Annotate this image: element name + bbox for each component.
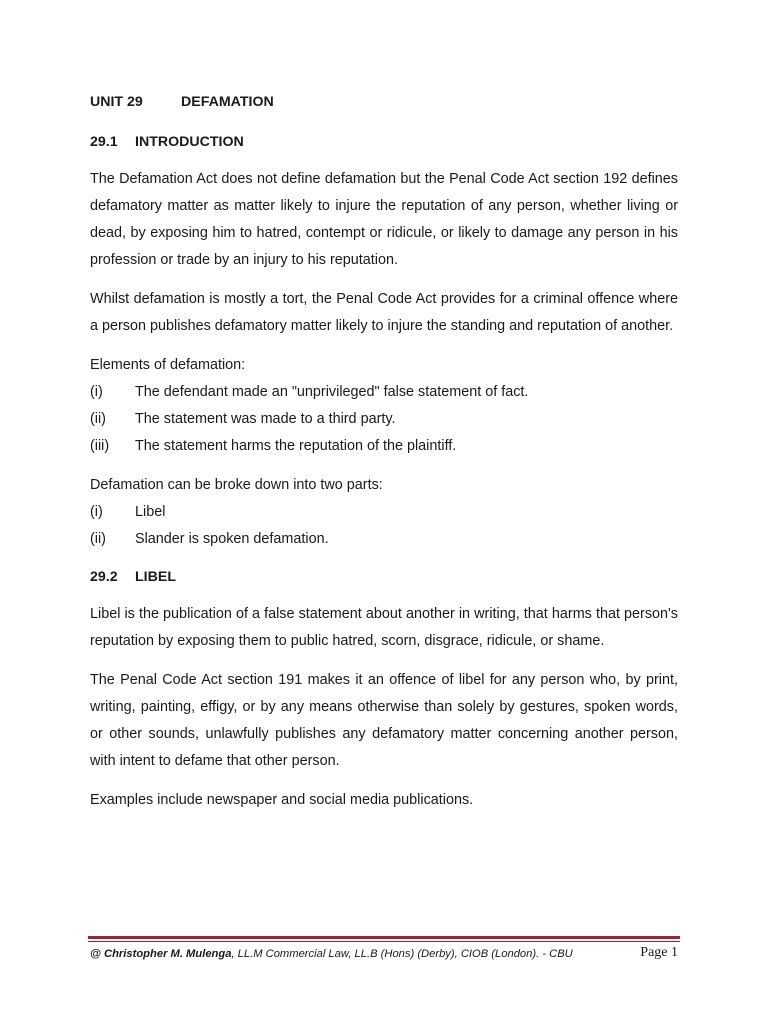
list-marker: (i): [90, 384, 103, 400]
section-title: INTRODUCTION: [135, 134, 244, 150]
list-item: [90, 499, 678, 526]
libel-paragraph-3: Examples include newspaper and social media publications.: [90, 792, 474, 808]
footer-rule: [88, 936, 680, 939]
parts-list: [90, 499, 678, 553]
section-heading-introduction: [90, 131, 678, 153]
libel-paragraph-2: The Penal Code Act section 191 makes it an offence of libel for any person who, by print, writing, painting, effigy, or by any means otherwise than solely by gestures, spoken words, or other sounds, unlawfully publishes any defamatory matter concerning another person, with intent to defame that other person.: [90, 672, 678, 769]
unit-name: DEFAMATION: [181, 94, 274, 110]
list-marker: (iii): [90, 438, 110, 454]
list-marker: (i): [90, 504, 103, 520]
list-item-text: The statement was made to a third party.: [135, 411, 396, 427]
list-item: [90, 433, 678, 460]
list-marker: (ii): [90, 531, 106, 547]
list-item: [90, 379, 678, 406]
footer-rule-thin: [88, 941, 680, 942]
elements-lead: Elements of defamation:: [90, 357, 246, 373]
section-number: 29.2: [90, 569, 118, 585]
libel-paragraph-1: Libel is the publication of a false statement about another in writing, that harms that person's reputation by exposing them to public hatred, scorn, disgrace, ridicule, or shame.: [90, 606, 678, 649]
unit-title: [90, 91, 678, 113]
list-item-text: The statement harms the reputation of the plaintiff.: [135, 438, 457, 454]
list-item-text: The defendant made an "unprivileged" false statement of fact.: [135, 384, 529, 400]
footer-credentials: , LL.M Commercial Law, LL.B (Hons) (Derby), CIOB (London). - CBU: [231, 948, 573, 960]
unit-label: UNIT 29: [90, 94, 143, 110]
section-number: 29.1: [90, 134, 118, 150]
intro-paragraph-1: The Defamation Act does not define defamation but the Penal Code Act section 192 defines defamatory matter as matter likely to injure the reputation of any person, whether living or dead, by exposing him to hatred, contempt or ridicule, or likely to damage any person in his profession or trade by an injury to his reputation.: [90, 171, 678, 268]
intro-paragraph-2: Whilst defamation is mostly a tort, the Penal Code Act provides for a criminal offence where a person publishes defamatory matter likely to injure the standing and reputation of another.: [90, 291, 678, 334]
list-item-text: Libel: [135, 504, 166, 520]
page-content: [90, 91, 678, 814]
parts-lead: Defamation can be broke down into two parts:: [90, 477, 383, 493]
elements-list: [90, 379, 678, 460]
footer-author: @ Christopher M. Mulenga: [90, 948, 232, 960]
page-footer: [90, 945, 678, 963]
section-heading-libel: [90, 566, 678, 588]
section-title: LIBEL: [135, 569, 176, 585]
list-item: [90, 406, 678, 433]
list-item: [90, 526, 678, 553]
list-marker: (ii): [90, 411, 106, 427]
page-number: Page 1: [640, 945, 678, 960]
list-item-text: Slander is spoken defamation.: [135, 531, 329, 547]
